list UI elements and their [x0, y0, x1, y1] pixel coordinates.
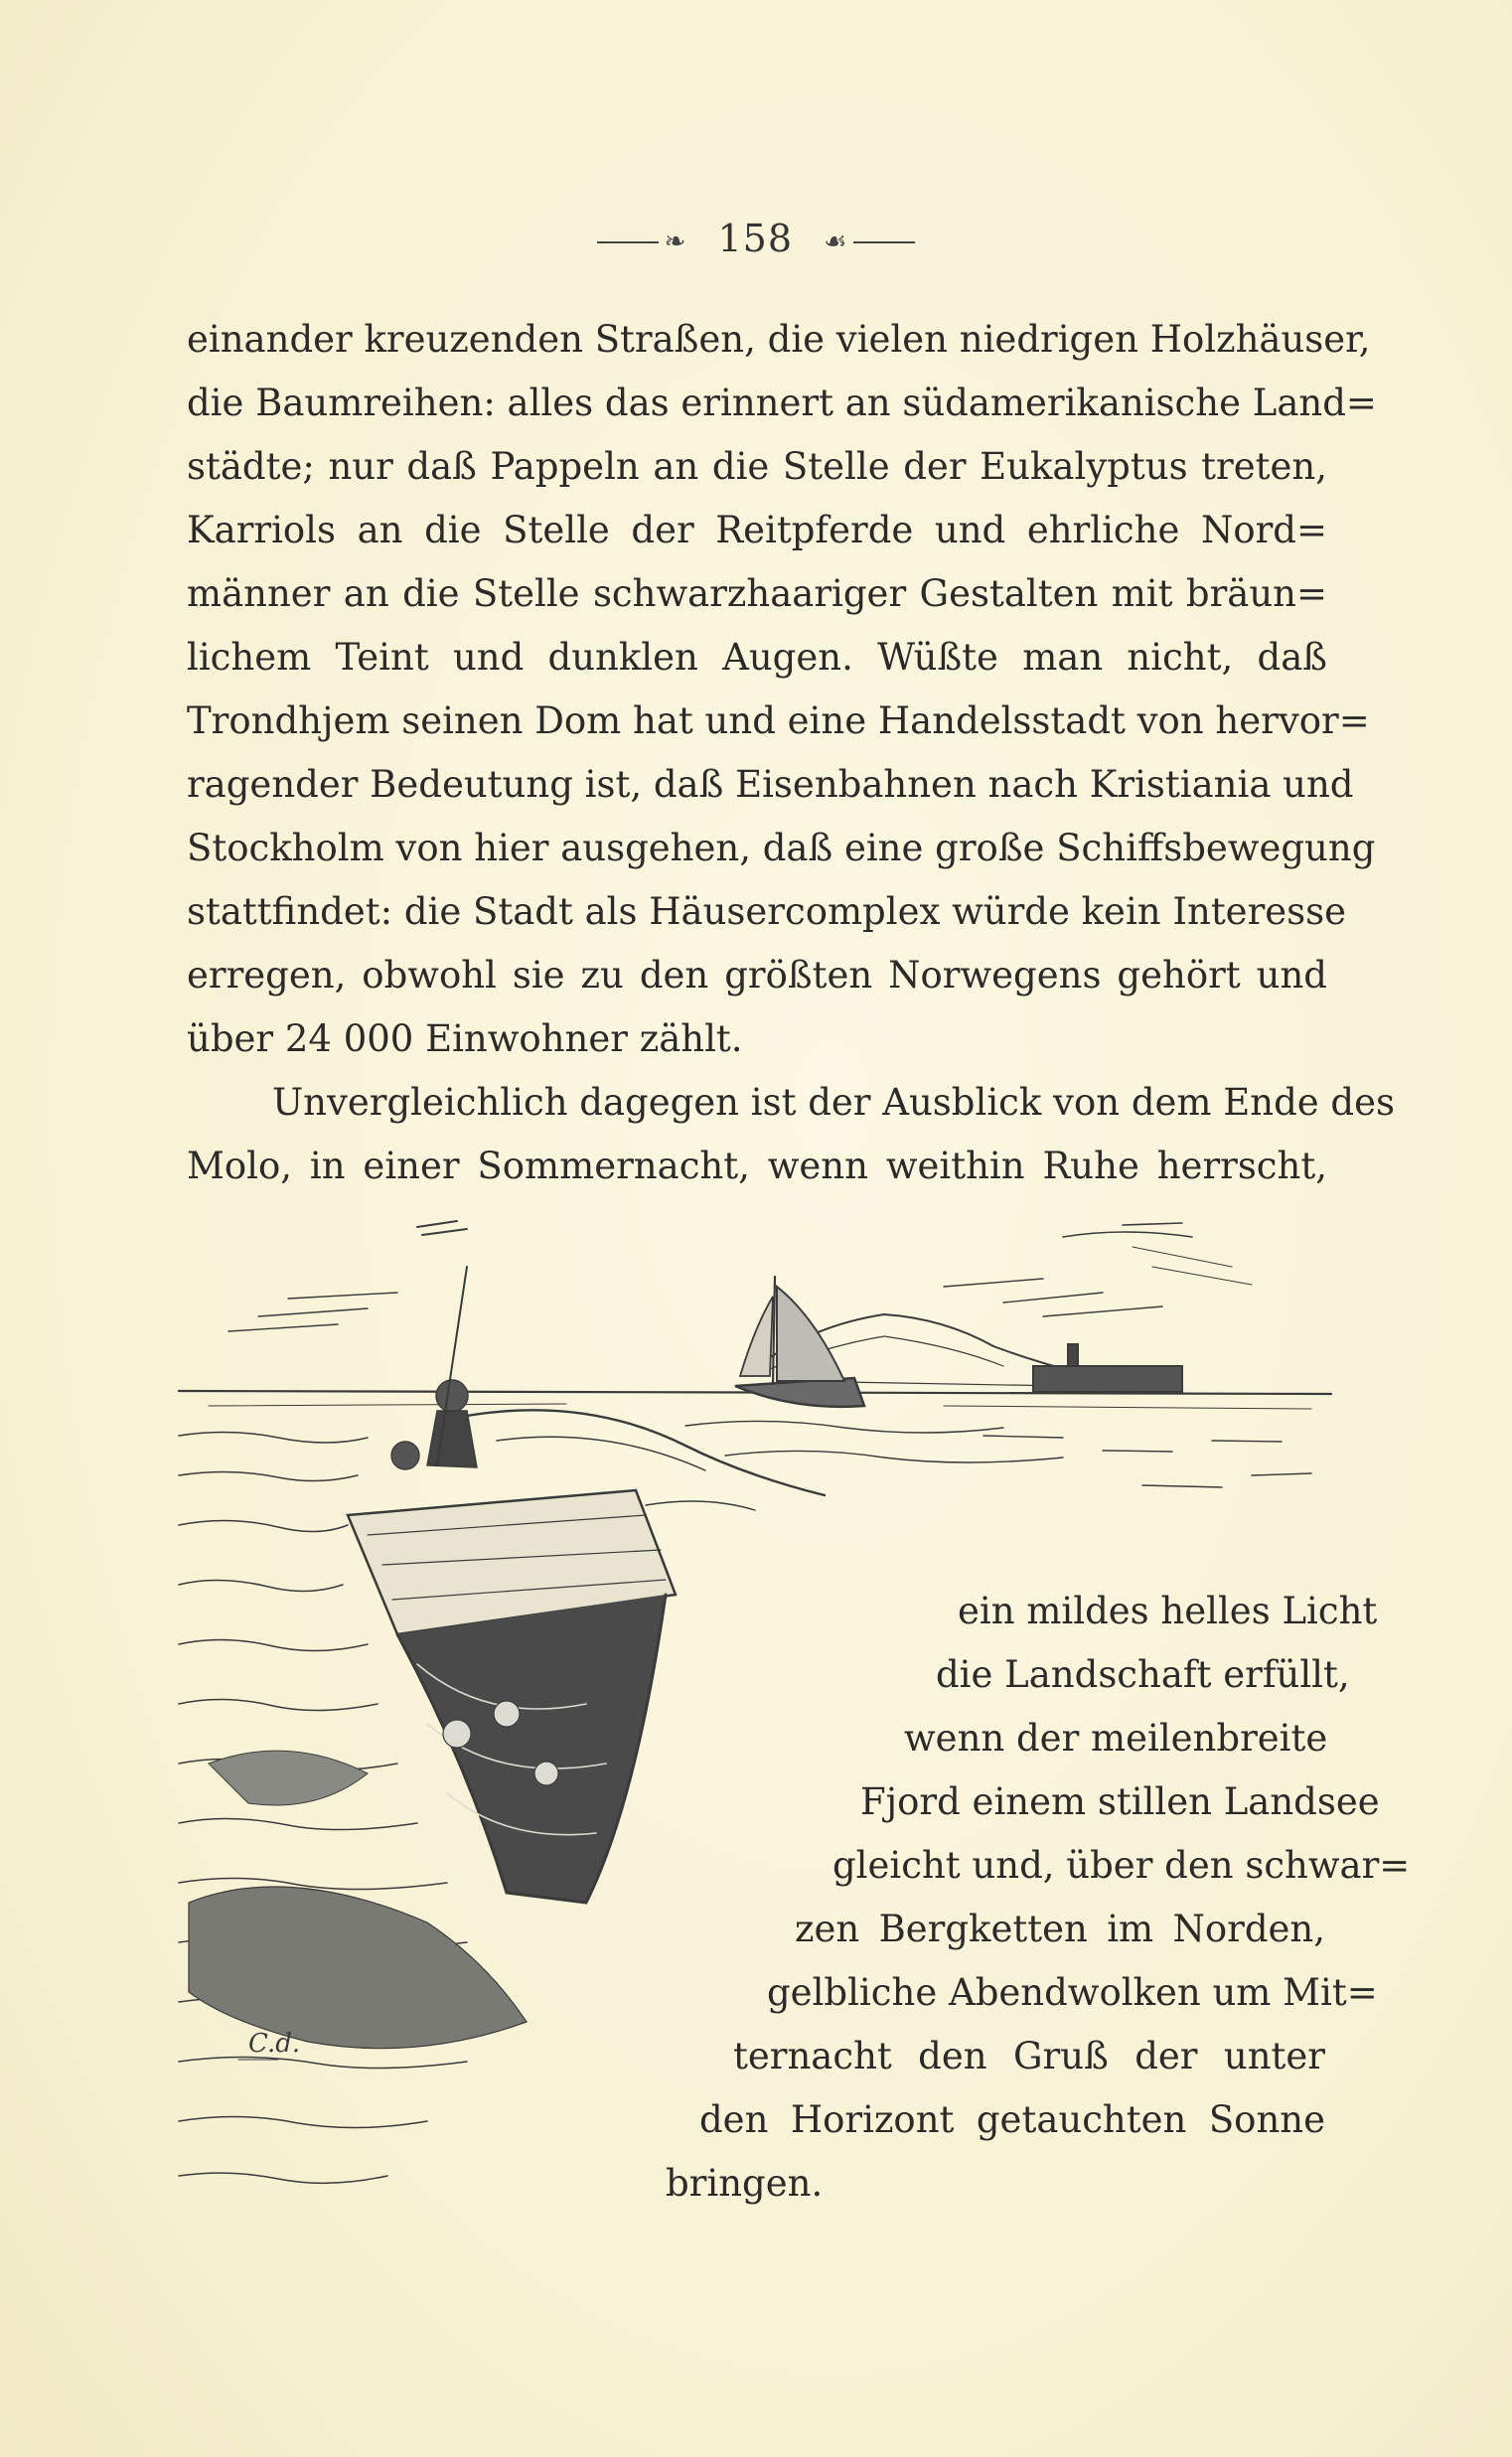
text-line: wenn der meilenbreite [904, 1717, 1328, 1760]
page-header [0, 217, 1512, 260]
text-line: Stockholm von hier ausgehen, daß eine große Schiffsbewegung [187, 827, 1376, 869]
text-line: den Horizont getauchten Sonne [699, 2098, 1325, 2141]
text-line: die Landschaft erfüllt, [936, 1653, 1350, 1696]
text-line: städte; nur daß Pappeln an die Stelle der Eukalyptus treten, [187, 445, 1327, 488]
text-line: gleicht und, über den schwar= [832, 1844, 1411, 1887]
text-line: stattfindet: die Stadt als Häusercomplex würde kein Interesse [187, 890, 1347, 933]
header-rule-left [597, 241, 659, 243]
text-line: männer an die Stelle schwarzhaariger Gestalten mit bräun= [187, 572, 1327, 615]
ornament-right-icon: ☙ [824, 227, 848, 257]
text-line: ein mildes helles Licht [958, 1590, 1378, 1632]
text-line: Fjord einem stillen Landsee [860, 1780, 1380, 1823]
text-line: ragender Bedeutung ist, daß Eisenbahnen nach Kristiania und [187, 763, 1354, 806]
text-line: Karriols an die Stelle der Reitpferde und ehrliche Nord= [187, 509, 1327, 551]
text-line: Unvergleichlich dagegen ist der Ausblick von dem Ende des [272, 1081, 1395, 1124]
text-line: gelbliche Abendwolken um Mit= [767, 1971, 1378, 2014]
text-line: bringen. [666, 2162, 824, 2205]
text-line: Molo, in einer Sommernacht, wenn weithin Ruhe herrscht, [187, 1145, 1327, 1187]
text-line: Trondhjem seinen Dom hat und eine Handelsstadt von hervor= [187, 699, 1370, 742]
ornament-left-icon: ❧ [664, 227, 687, 257]
text-line: über 24 000 Einwohner zählt. [187, 1017, 743, 1060]
header-rule-right [853, 241, 915, 243]
text-line: die Baumreihen: alles das erinnert an südamerikanische Land= [187, 382, 1377, 424]
artist-signature: C.d. [248, 2029, 301, 2059]
text-line: ternacht den Gruß der unter [733, 2035, 1325, 2077]
page-number: 158 [717, 217, 793, 260]
text-line: einander kreuzenden Straßen, die vielen niedrigen Holzhäuser, [187, 318, 1371, 361]
text-line: lichem Teint und dunklen Augen. Wüßte man nicht, daß [187, 636, 1327, 679]
text-line: zen Bergketten im Norden, [795, 1908, 1325, 1950]
text-line: erregen, obwohl sie zu den größten Norwegens gehört und [187, 954, 1327, 997]
